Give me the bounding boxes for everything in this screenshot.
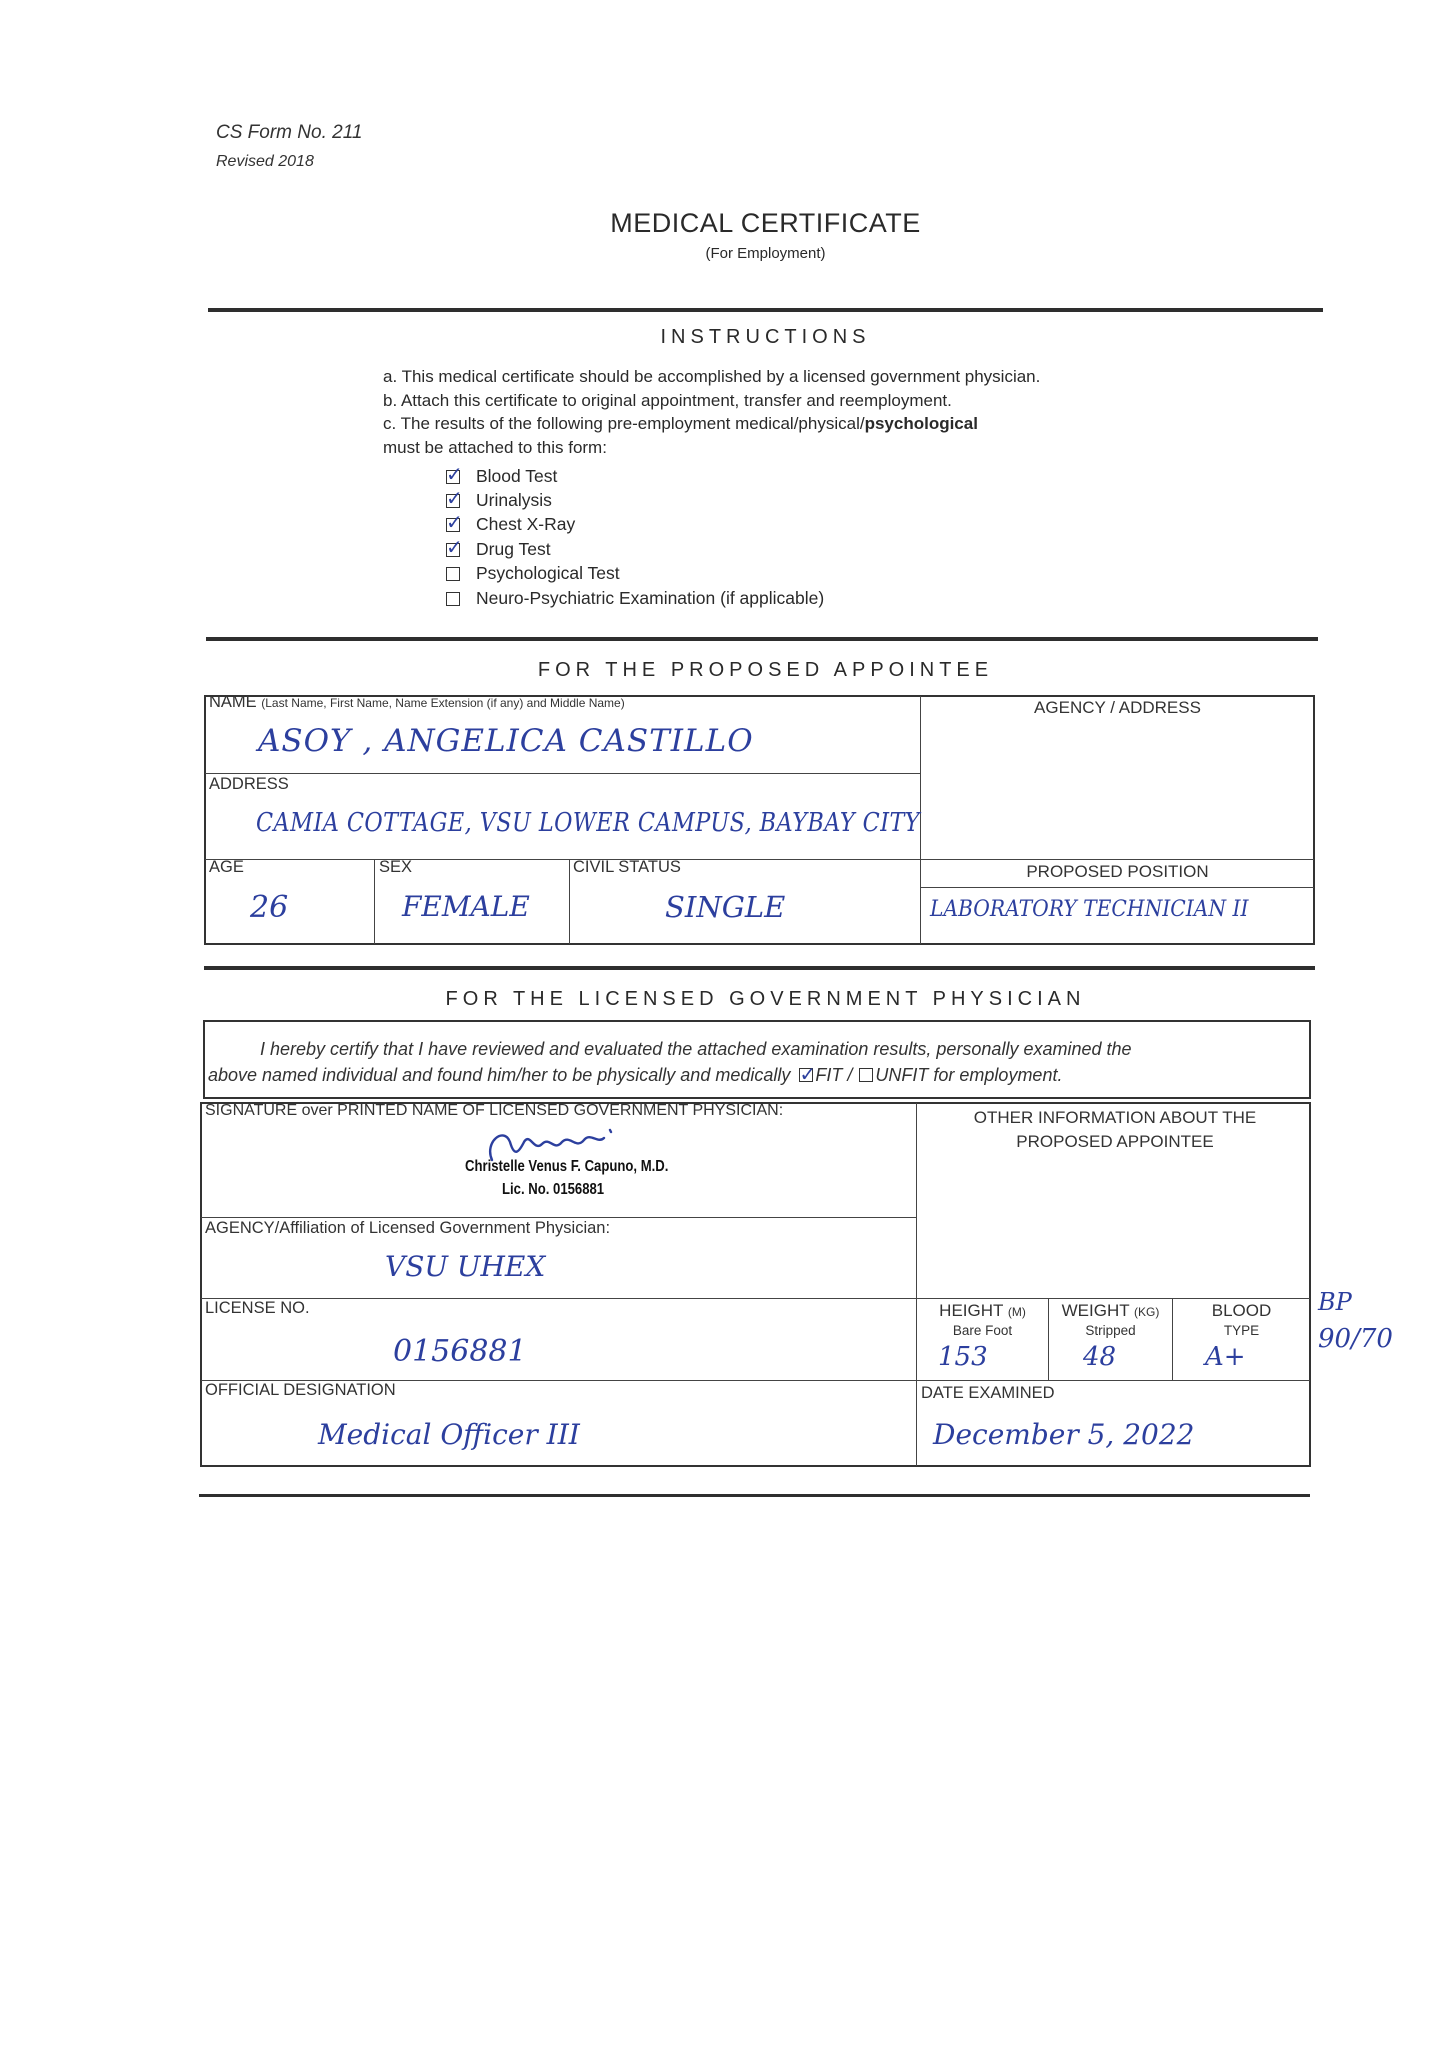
- physician-table: [200, 1102, 1311, 1467]
- weight-value[interactable]: 48: [1083, 1342, 1117, 1372]
- signature-license: Lic. No. 0156881: [502, 1181, 605, 1198]
- checklist-item-chest-xray[interactable]: [446, 514, 575, 535]
- instruction-c: [383, 414, 978, 434]
- revision-label: Revised 2018: [216, 153, 314, 170]
- name-label-text: NAME: [209, 693, 257, 711]
- appointee-row-line: [205, 773, 921, 774]
- fit-label: FIT: [815, 1065, 843, 1085]
- divider-top: [208, 308, 1323, 312]
- appointee-col-line: [569, 859, 570, 944]
- age-label: AGE: [209, 858, 244, 876]
- checklist-item-urinalysis[interactable]: [446, 490, 552, 511]
- certification-line-2-text: above named individual and found him/her to be physically and medically: [208, 1065, 791, 1085]
- address-value[interactable]: CAMIA COTTAGE, VSU LOWER CAMPUS, BAYBAY CITY: [256, 808, 920, 838]
- proposed-position-label: PROPOSED POSITION: [1026, 862, 1209, 881]
- height-unit: (M): [1007, 1305, 1026, 1319]
- physician-agency-label: AGENCY/Affiliation of Licensed Government Physician:: [205, 1219, 611, 1237]
- signature-printed-name: Christelle Venus F. Capuno, M.D.: [465, 1158, 669, 1175]
- designation-value[interactable]: Medical Officer III: [318, 1418, 580, 1451]
- physician-row-line: [201, 1217, 917, 1218]
- name-label: [209, 693, 625, 712]
- checkbox-icon[interactable]: [446, 567, 460, 581]
- weight-label-text: WEIGHT: [1061, 1301, 1130, 1320]
- divider-appointee: [206, 637, 1318, 641]
- address-label: ADDRESS: [209, 775, 289, 793]
- weight-sub-label: Stripped: [1085, 1323, 1136, 1338]
- instruction-b: b. Attach this certificate to original appointment, transfer and reemployment.: [383, 391, 952, 410]
- checklist-label: Neuro-Psychiatric Examination (if applicable): [476, 588, 825, 608]
- height-sub-label: Bare Foot: [952, 1323, 1013, 1338]
- height-label: [917, 1301, 1048, 1321]
- bp-label: BP: [1318, 1288, 1352, 1316]
- age-value[interactable]: 26: [250, 890, 289, 925]
- physician-row-line: [201, 1298, 1310, 1299]
- appointee-col-line: [374, 859, 375, 944]
- certification-suffix: for employment.: [933, 1065, 1063, 1085]
- date-examined-value[interactable]: December 5, 2022: [933, 1418, 1195, 1451]
- checkbox-icon[interactable]: [446, 518, 460, 532]
- divider-bottom: [199, 1494, 1310, 1497]
- checklist-label: Drug Test: [476, 539, 551, 559]
- weight-label: [1049, 1301, 1172, 1321]
- sex-value[interactable]: FEMALE: [402, 890, 530, 923]
- instruction-a: a. This medical certificate should be accomplished by a licensed government physician.: [383, 367, 1041, 386]
- unfit-checkbox[interactable]: [859, 1068, 873, 1082]
- designation-label: OFFICIAL DESIGNATION: [205, 1381, 396, 1399]
- page-title: MEDICAL CERTIFICATE: [610, 208, 921, 238]
- blood-type-label: BLOOD: [1211, 1301, 1272, 1320]
- appointee-divider: [920, 696, 921, 944]
- instruction-c-bold: psychological: [864, 414, 978, 433]
- appointee-row-line: [205, 859, 1314, 860]
- instruction-c-text: c. The results of the following pre-employment medical/physical/: [383, 414, 865, 433]
- unfit-label: UNFIT: [875, 1065, 929, 1085]
- checkbox-icon[interactable]: [446, 592, 460, 606]
- checklist-item-psychological-test[interactable]: [446, 563, 620, 584]
- form-number: CS Form No. 211: [216, 122, 363, 143]
- checklist-label: Chest X-Ray: [476, 514, 576, 534]
- other-info-label: OTHER INFORMATION ABOUT THE PROPOSED APPOINTEE: [973, 1108, 1257, 1151]
- bp-value: 90/70: [1318, 1324, 1393, 1354]
- position-line: [921, 887, 1314, 888]
- weight-unit: (KG): [1134, 1305, 1160, 1319]
- page-subtitle: (For Employment): [705, 245, 826, 262]
- fit-checkbox[interactable]: [799, 1068, 813, 1082]
- checkbox-icon[interactable]: [446, 543, 460, 557]
- sex-label: SEX: [379, 858, 413, 876]
- checkbox-icon[interactable]: [446, 494, 460, 508]
- checklist-label: Urinalysis: [476, 490, 552, 510]
- blood-type-sub-label: TYPE: [1223, 1323, 1260, 1338]
- date-examined-label: DATE EXAMINED: [921, 1384, 1055, 1402]
- instruction-c-continued: must be attached to this form:: [383, 438, 607, 457]
- divider-physician: [204, 966, 1315, 970]
- checklist-label: Psychological Test: [476, 563, 620, 583]
- name-value[interactable]: ASOY , ANGELICA CASTILLO: [258, 723, 754, 759]
- checklist-item-neuro-psychiatric[interactable]: [446, 588, 824, 609]
- checkbox-icon[interactable]: [446, 470, 460, 484]
- physician-heading: FOR THE LICENSED GOVERNMENT PHYSICIAN: [445, 988, 1086, 1010]
- license-value[interactable]: 0156881: [393, 1334, 527, 1369]
- signature-label: SIGNATURE over PRINTED NAME OF LICENSED GOVERNMENT PHYSICIAN:: [205, 1102, 784, 1119]
- checklist-item-blood-test[interactable]: [446, 466, 557, 487]
- agency-address-label: AGENCY / ADDRESS: [1034, 698, 1201, 717]
- license-label: LICENSE NO.: [205, 1299, 310, 1317]
- instructions-heading: INSTRUCTIONS: [660, 326, 871, 348]
- blood-type-value[interactable]: A+: [1205, 1342, 1246, 1372]
- physician-divider: [916, 1103, 917, 1466]
- civil-status-label: CIVIL STATUS: [573, 858, 681, 876]
- checklist-label: Blood Test: [476, 466, 558, 486]
- civil-status-value[interactable]: SINGLE: [665, 890, 786, 924]
- certification-line-2: above named individual and found him/her to be physically and medically ✓ FIT / UNFIT for employment.: [208, 1061, 1308, 1089]
- certification-line-1: I hereby certify that I have reviewed and evaluated the attached examination results, personally examined the: [260, 1039, 1132, 1059]
- height-value[interactable]: 153: [938, 1342, 988, 1372]
- checklist-item-drug-test[interactable]: [446, 539, 551, 560]
- appointee-heading: FOR THE PROPOSED APPOINTEE: [537, 659, 994, 681]
- proposed-position-value[interactable]: LABORATORY TECHNICIAN II: [930, 897, 1249, 922]
- name-hint: (Last Name, First Name, Name Extension (if any) and Middle Name): [261, 696, 625, 710]
- height-label-text: HEIGHT: [939, 1301, 1004, 1320]
- physician-agency-value[interactable]: VSU UHEX: [385, 1250, 546, 1283]
